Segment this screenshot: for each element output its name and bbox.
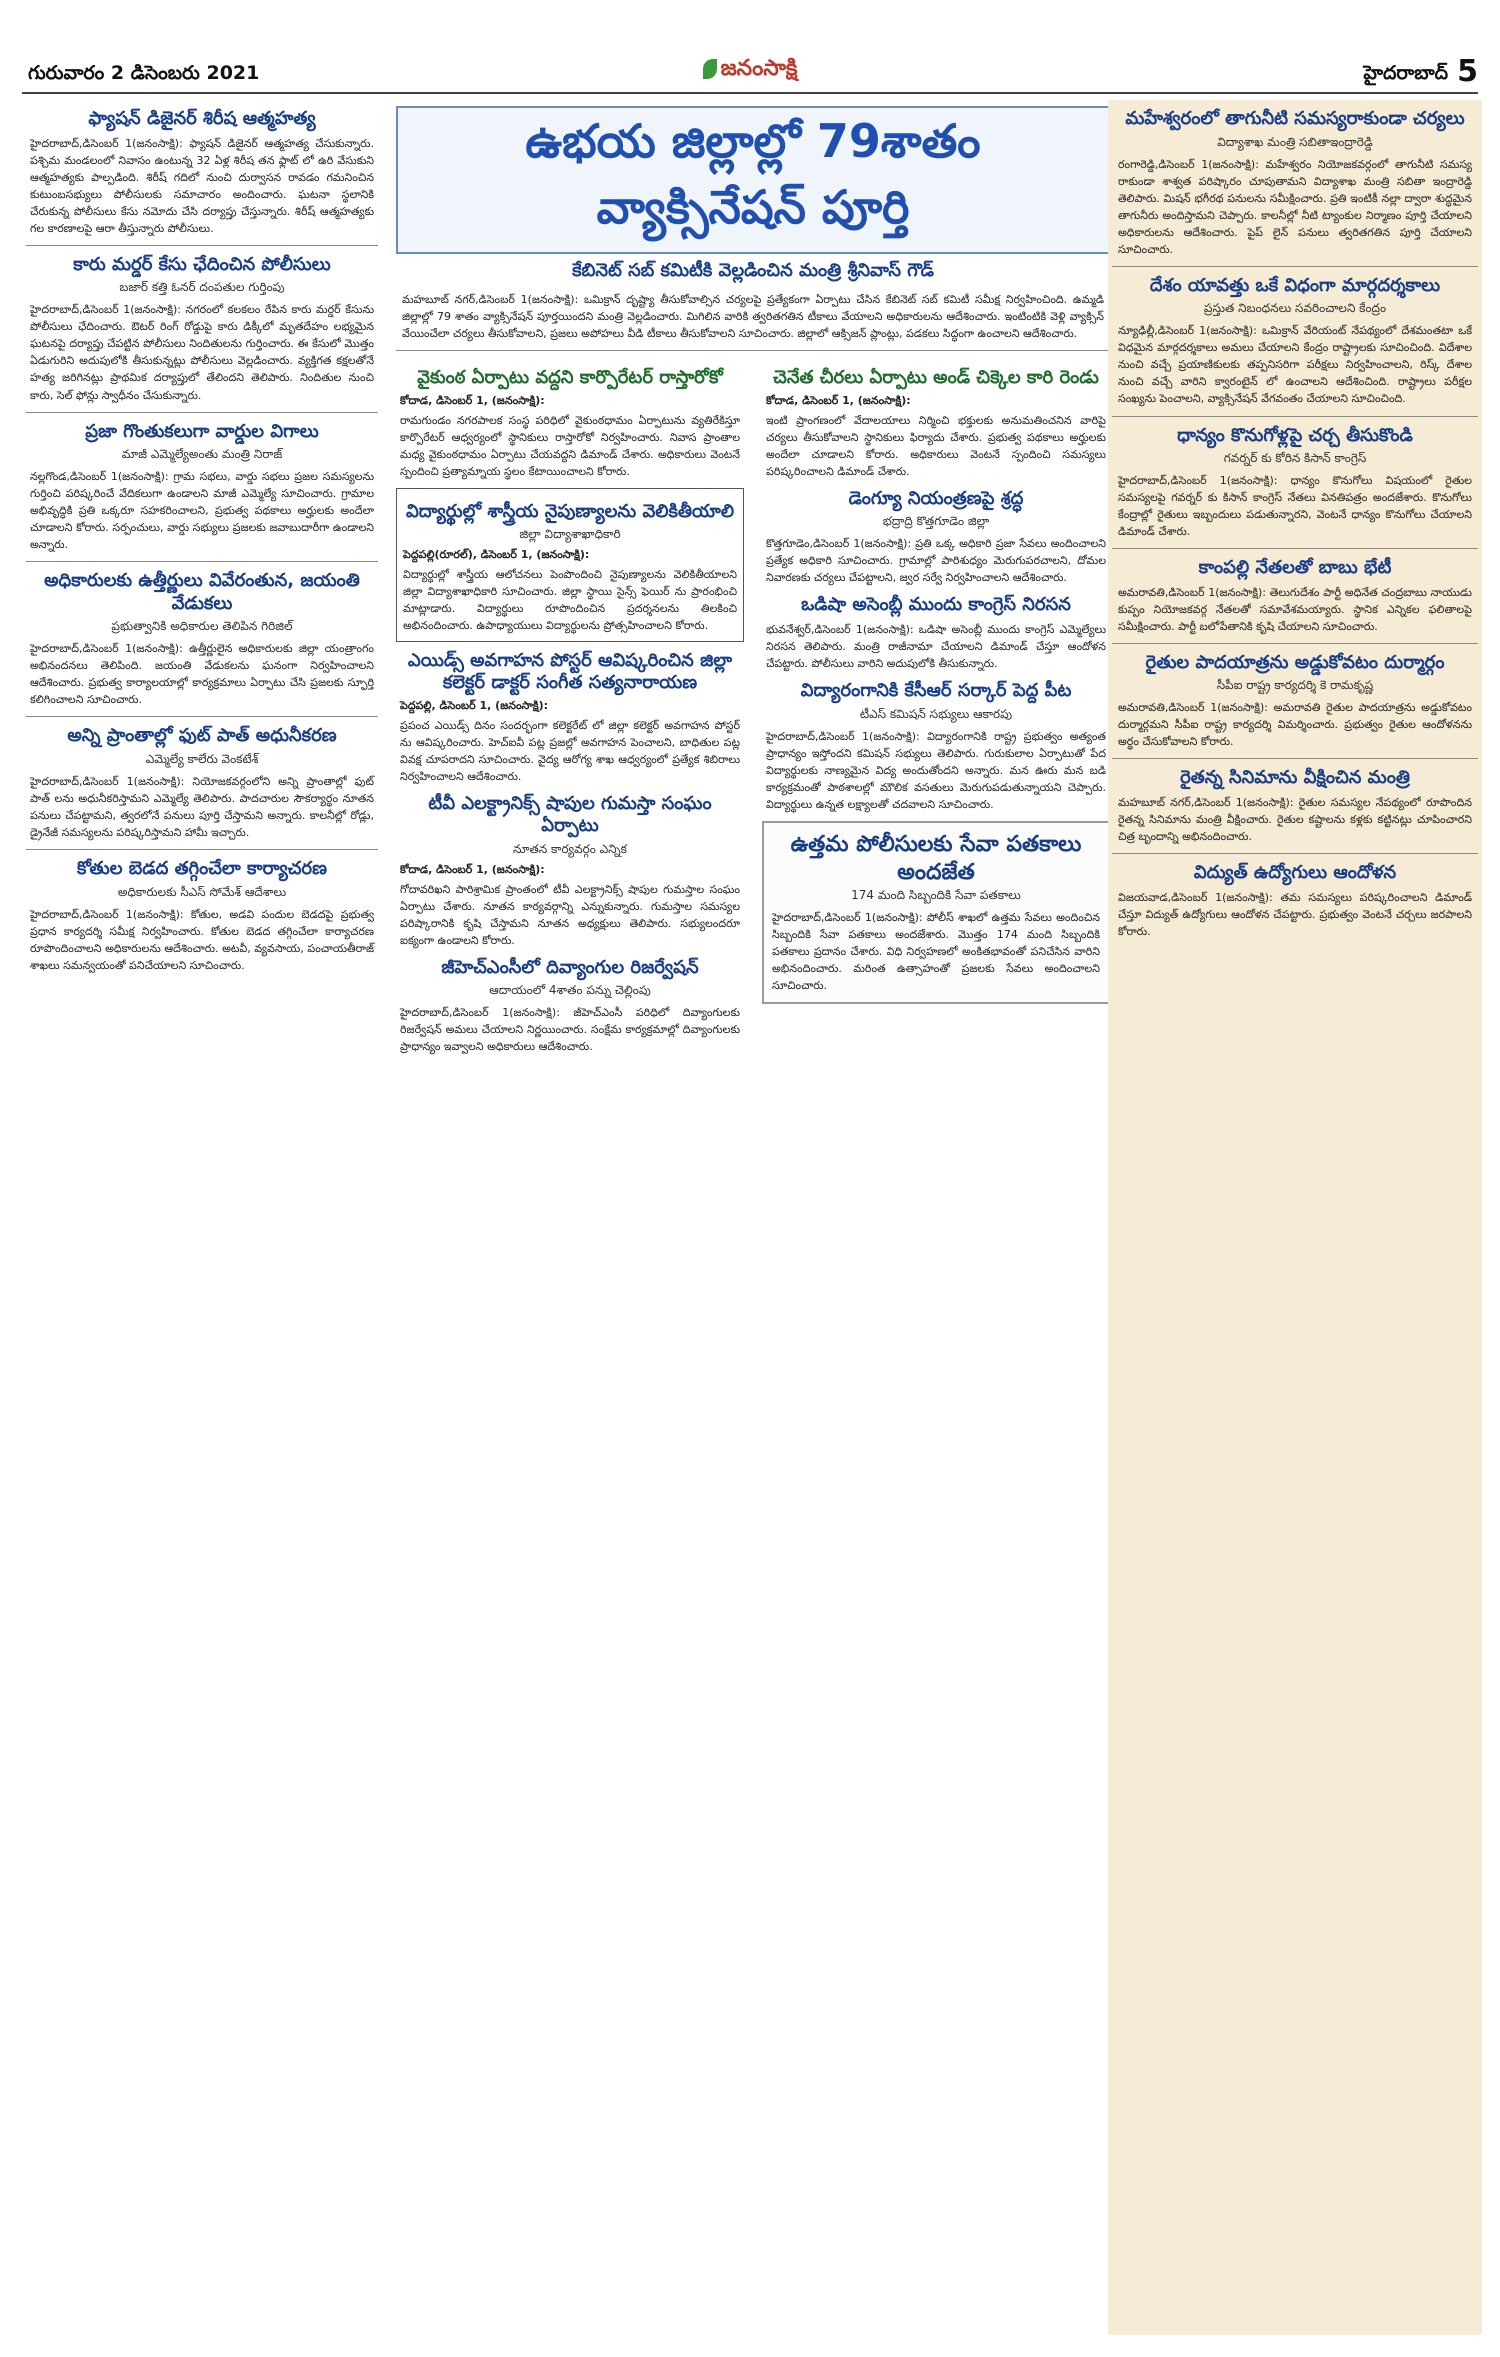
story-body: హైదరాబాద్,డిసెంబర్ 1(జనంసాక్షి): నగరంలో కలకలం రేపిన కారు మర్డర్ కేసును పోలీసులు ఛేదించారు. ఔటర్ రింగ్ రోడ్డుపై కారు డిక్కీలో మృతదేహం లభ్యమైన ఘటనపై దర్యాప్తు చేపట్టిన పోలీసులు నిందితులను గుర్తించారు. ఈ కేసులో మొత్తం ఏడుగురిని అదుపులోకి తీసుకున్నట్లు పోలీసులు వెల్లడించారు. వ్యక్తిగత కక్షలతోనే హత్య జరిగినట్లు ప్రాథమిక దర్యాప్తులో తేలిందని తెలిపారు. నిందితుల నుంచి కారు, సెల్ ఫోన్లు స్వాధీనం చేసుకున్నారు. <box>30 303 374 402</box>
story-ghmc-reservation <box>400 957 740 1056</box>
headline: టీవీ ఎలక్ట్రానిక్స్ షాపుల గుమస్తా సంఘం ఏర్పాటు <box>428 792 712 837</box>
page-number: 5 <box>1457 54 1478 89</box>
story-police-medals <box>762 821 1110 1004</box>
story-ward-meetings <box>30 421 374 554</box>
headline: అన్ని ప్రాంతాల్లో ఫుట్ పాత్ అధునీకరణ <box>67 725 337 747</box>
subheadline: బజార్ కత్తి ఓనర్ దంపతుల గుర్తింపు <box>119 280 285 295</box>
headline: కోతుల బెడద తగ్గించేలా కార్యాచరణ <box>77 858 327 880</box>
story-raithanna-movie <box>1118 767 1472 845</box>
divider <box>26 561 378 562</box>
headline: డెంగ్యూ నియంత్రణపై శ్రద్ధ <box>848 487 1024 509</box>
edition-city: హైదరాబాద్ <box>1363 62 1448 84</box>
story-body: ఇంటి ప్రాంగణంలో వేదాలయాలు నిర్మించి భక్తులకు అనుమతించనిన వారిపై చర్యలు తీసుకోవాలని స్థానికులు ఫిర్యాదు చేశారు. ప్రభుత్వ పథకాలు అర్హులకు అందేలా చూడాలని కోరారు. అధికారులు వెంటనే స్పందించి సమస్యలు పరిష్కరించాలని డిమాండ్ చేశారు. <box>766 413 1106 478</box>
story-aids-poster <box>400 650 740 785</box>
headline: రైతుల పాదయాత్రను అడ్డుకోవటం దుర్మార్గం <box>1145 651 1445 673</box>
lead-subheadline: కేబినెట్ సబ్ కమిటీకి వెల్లడించిన మంత్రి శ్రీనివాస్ గౌడ్ <box>572 260 934 281</box>
subheadline: సీపీఐ రాష్ట్ర కార్యదర్శి కె రామకృష్ణ <box>1216 678 1374 693</box>
headline: ఎయిడ్స్ అవగాహన పోస్టర్ ఆవిష్కరించిన జిల్లా కలెక్టర్ డాక్టర్ సంగీత సత్యనారాయణ <box>407 649 733 694</box>
subheadline: టీఎస్ కమిషన్ సభ్యులు ఆకారపు <box>859 706 1013 721</box>
headline: వైకుంఠ ఏర్పాటు వద్దని కార్పొరేటర్ రాస్తారోకో <box>417 367 723 389</box>
story-tv-shop-union <box>400 793 740 949</box>
story-body: అమరావతి,డిసెంబర్ 1(జనంసాక్షి): అమరావతి రైతుల పాదయాత్రను అడ్డుకోవటం దుర్మార్గమని సీపీఐ రాష్ట్ర కార్యదర్శి విమర్శించారు. ప్రభుత్వం రైతుల ఆందోళనను అర్థం చేసుకోవాలని కోరారు. <box>1118 701 1472 749</box>
divider <box>1112 853 1478 854</box>
headline: రైతన్న సినిమాను వీక్షించిన మంత్రి <box>1180 767 1410 789</box>
story-footpath <box>30 725 374 841</box>
masthead <box>0 0 1500 100</box>
subheadline: మాజీ ఎమ్మెల్యేఅంతు మంత్రి నిరాజ్ <box>121 447 283 462</box>
story-body: రంగారెడ్డి,డిసెంబర్ 1(జనంసాక్షి): మహేశ్వరం నియోజకవర్గంలో తాగునీటి సమస్య రాకుండా శాశ్వత పరిష్కారం చూపుతామని విద్యాశాఖ మంత్రి సబితా ఇంద్రారెడ్డి తెలిపారు. మిషన్ భగీరథ పనులను సమీక్షించారు. ప్రతి ఇంటికీ నల్లా ద్వారా శుద్ధమైన తాగునీరు అందిస్తామని చెప్పారు. కాలనీల్లో నీటి ట్యాంకుల నిర్మాణం పూర్తి చేయాలని అధికారులను ఆదేశించారు. పైప్ లైన్ పనులు త్వరితగతిన పూర్తి చేయాలని సూచించారు. <box>1118 157 1472 256</box>
subheadline: ఆదాయంలో 4శాతం పన్ను చెల్లింపు <box>489 983 651 998</box>
lead-body: మహబూబ్ నగర్,డిసెంబర్ 1(జనంసాక్షి): ఒమిక్రాన్ దృష్ట్యా తీసుకోవాల్సిన చర్యలపై ప్రత్యేకంగా ఏర్పాటు చేసిన కేబినెట్ సబ్ కమిటీ సమీక్ష నిర్వహించింది. ఉమ్మడి జిల్లాల్లో 79 శాతం వ్యాక్సినేషన్ పూర్తయిందని మంత్రి వెల్లడించారు. మిగిలిన వారికి త్వరితగతిన టీకాలు వేయాలని అధికారులను ఆదేశించారు. ఇంటింటికి వెళ్లి వ్యాక్సిన్ వేయించేలా చర్యలు తీసుకోవాలని, ప్రజలు అపోహలు వీడి టీకాలు తీసుకోవాలని సూచించారు. జిల్లాలో ఆక్సిజన్ ప్లాంట్లు, పడకలు సిద్ధంగా ఉంచాలని ఆదేశించారు. <box>402 293 1104 341</box>
story-body: న్యూఢిల్లీ,డిసెంబర్ 1(జనంసాక్షి): ఒమిక్రాన్ వేరియంట్ నేపథ్యంలో దేశమంతటా ఒకే విధమైన మార్గదర్శకాలు అమలు చేయాలని కేంద్రం రాష్ట్రాలకు సూచించింది. విదేశాల నుంచి వచ్చే ప్రయాణికులకు తప్పనిసరిగా పరీక్షలు నిర్వహించాలని, రిస్క్ దేశాల నుంచి వచ్చే వారిని క్వారంటైన్ లో ఉంచాలని ఆదేశించింది. రాష్ట్రాలు పరీక్షల సంఖ్యను పెంచాలని, వ్యాక్సినేషన్ వేగవంతం చేయాలని సూచించింది. <box>1118 324 1472 406</box>
leaf-icon <box>703 59 717 79</box>
story-body: హైదరాబాద్,డిసెంబర్ 1(జనంసాక్షి): ఫ్యాషన్ డిజైనర్ ఆత్మహత్య చేసుకున్నారు. పశ్చిమ మండలంలో నివాసం ఉంటున్న 32 ఏళ్ల శిరీష తన ఫ్లాట్ లో ఉరి వేసుకుని ఆత్మహత్యకు పాల్పడింది. శిరీష్ గదిలో నుంచి దుర్వాసన రావడం గమనించిన కుటుంబసభ్యులు పోలీసులకు సమాచారం అందించారు. ఘటనా స్థలానికి చేరుకున్న పోలీసులు కేసు నమోదు చేసి దర్యాప్తు చేస్తున్నారు. శిరీష్ ఆత్మహత్యకు గల కారణాలపై ఆరా తీస్తున్నారు పోలీసులు. <box>30 136 374 235</box>
divider <box>396 350 1110 351</box>
headline: విద్యార్థుల్లో శాస్త్రీయ నైపుణ్యాలను వెలికితీయాలి <box>405 500 735 522</box>
dateline: కోదాడ, డిసెంబర్ 1, (జనంసాక్షి): <box>400 393 545 407</box>
subheadline: ప్రస్తుత నిబంధనలు సవరించాలని కేంద్రం <box>1203 301 1387 316</box>
headline: అధికారులకు ఉత్తీర్ణులు వివేరంతున, జయంతి వేడుకలు <box>44 570 360 614</box>
right-column <box>1108 100 1482 2335</box>
story-body: హైదరాబాద్,డిసెంబర్ 1(జనంసాక్షి): జీహెచ్ఎంసీ పరిధిలో దివ్యాంగులకు రిజర్వేషన్ అమలు చేయాలని నిర్ణయించారు. సంక్షేమ కార్యక్రమాల్లో దివ్యాంగులకు ప్రాధాన్యం ఇవ్వాలని అధికారులు ఆదేశించారు. <box>400 1006 740 1054</box>
story-body: విజయవాడ,డిసెంబర్ 1(జనంసాక్షి): తమ సమస్యలు పరిష్కరించాలని డిమాండ్ చేస్తూ విద్యుత్ ఉద్యోగులు ఆందోళన చేపట్టారు. ప్రభుత్వం వెంటనే చర్చలు జరపాలని కోరారు. <box>1118 890 1472 938</box>
headline: జీహెచ్ఎంసీలో దివ్యాంగుల రిజర్వేషన్ <box>441 956 699 978</box>
story-body: అమరావతి,డిసెంబర్ 1(జనంసాక్షి): తెలుగుదేశం పార్టీ అధినేత చంద్రబాబు నాయుడు కుప్పం నియోజకవర్గ నేతలతో సమావేశమయ్యారు. స్థానిక ఎన్నికల ఫలితాలపై సమీక్షించారు. పార్టీ బలోపేతానికి కృషి చేయాలని సూచించారు. <box>1118 585 1472 633</box>
story-drinking-water <box>1118 108 1472 258</box>
story-paddy-procurement <box>1118 425 1472 541</box>
story-body: రామగుండం నగరపాలక సంస్థ పరిధిలో వైకుంఠధామం ఏర్పాటును వ్యతిరేకిస్తూ కార్పొరేటర్ ఆధ్వర్యంలో స్థానికులు రాస్తారోకో నిర్వహించారు. నివాస ప్రాంతాల మధ్య వైకుంఠధామం ఏర్పాటు చేయవద్దని డిమాండ్ చేశారు. అధికారులు వెంటనే స్పందించి ప్రత్యామ్నాయ స్థలం కేటాయించాలని కోరారు. <box>400 413 740 478</box>
story-body: కొత్తగూడెం,డిసెంబర్ 1(జనంసాక్షి): ప్రతి ఒక్క అధికారి ప్రజా సేవలు అందించాలని ప్రత్యేక అధికారి సూచించారు. గ్రామాల్లో పారిశుధ్యం మెరుగుపరచాలని, దోమల నివారణకు చర్యలు చేపట్టాలని, జ్వర సర్వే నిర్వహించాలని ఆదేశించారు. <box>766 537 1106 585</box>
headline: విద్యారంగానికి కేసీఆర్ సర్కార్ పెద్ద పీట <box>800 680 1072 702</box>
divider <box>1112 416 1478 417</box>
headline: ఒడిషా అసెంబ్లీ ముందు కాంగ్రెస్ నిరసన <box>801 594 1071 616</box>
subheadline: భద్రాద్రి కొత్తగూడెం జిల్లా <box>882 514 990 529</box>
story-officers-celebration <box>30 570 374 708</box>
story-body: హైదరాబాద్,డిసెంబర్ 1(జనంసాక్షి): పోలీస్ శాఖలో ఉత్తమ సేవలు అందించిన సిబ్బందికి సేవా పతకాలు అందజేశారు. మొత్తం 174 మంది సిబ్బందికి పతకాలు ప్రదానం చేశారు. విధి నిర్వహణలో అంకితభావంతో పనిచేసిన వారిని అభినందించారు. మరింత ఉత్సాహంతో ప్రజలకు సేవలు అందించాలని సూచించారు. <box>772 911 1100 993</box>
middle-right-subcolumn <box>758 359 1114 1063</box>
story-body: హైదరాబాద్,డిసెంబర్ 1(జనంసాక్షి): నియోజకవర్గంలోని అన్ని ప్రాంతాల్లో ఫుట్ పాత్ లను అధునీకరిస్తామని ఎమ్మెల్యే తెలిపారు. పాదచారుల సౌకర్యార్థం నూతన పనులు చేపట్టామని, త్వరలోనే పనులు పూర్తి చేస్తామని అన్నారు. కాలనీల్లో రోడ్లు, డ్రైనేజీ సమస్యలను పరిష్కరిస్తామని హామీ ఇచ్చారు. <box>30 774 374 840</box>
dateline: పెద్దపల్లి(రూరల్), డిసెంబర్ 1, (జనంసాక్షి): <box>403 548 590 562</box>
story-body: హైదరాబాద్,డిసెంబర్ 1(జనంసాక్షి): ధాన్యం కొనుగోలు విషయంలో రైతుల సమస్యలపై గవర్నర్ కు కిసాన్ కాంగ్రెస్ నేతలు వినతిపత్రం అందజేశారు. కొనుగోలు కేంద్రాల్లో రైతులు ఇబ్బందులు పడుతున్నారని, వెంటనే ధాన్యం కొనుగోలు చేయాలని డిమాండ్ చేశారు. <box>1118 474 1472 539</box>
story-body: నల్లగొండ,డిసెంబర్ 1(జనంసాక్షి): గ్రామ సభలు, వార్డు సభలు ప్రజల సమస్యలను గుర్తించి పరిష్కరించే వేదికలుగా ఉండాలని మాజీ ఎమ్మెల్యే సూచించారు. గ్రామాల అభివృద్ధికి ప్రతి ఒక్కరూ సహకరించాలని, ప్రభుత్వ పథకాలు అర్హులకు అందేలా చూడాలని కోరారు. సర్పంచులు, వార్డు సభ్యులు ప్రజలకు జవాబుదారీగా ఉండాలని అన్నారు. <box>30 470 374 552</box>
headline: మహేశ్వరంలో తాగునీటి సమస్యరాకుండా చర్యలు <box>1125 108 1465 129</box>
story-education-priority <box>766 680 1106 813</box>
subheadline: ప్రభుత్వానికి అధికారుల తెలిపిన గిరిజిల్ <box>111 619 293 634</box>
divider <box>26 716 378 717</box>
headline: ఫ్యాషన్ డిజైనర్ శిరీష ఆత్మహత్య <box>88 108 316 129</box>
story-body: గోదావరిఖని పారిశ్రామిక ప్రాంతంలో టీవీ ఎలక్ట్రానిక్స్ షాపుల గుమస్తాల సంఘం ఏర్పాటు చేశారు. నూతన కార్యవర్గాన్ని ఎన్నుకున్నారు. గుమస్తాల సమస్యల పరిష్కారానికి కృషి చేస్తామని నూతన అధ్యక్షులు తెలిపారు. సభ్యులందరూ ఐక్యంగా ఉండాలని కోరారు. <box>400 882 740 947</box>
headline: ధాన్యం కొనుగోళ్లపై చర్చ తీసుకొండి <box>1177 424 1413 446</box>
story-odisha-protest <box>766 594 1106 672</box>
dateline: పెద్దపల్లి, డిసెంబర్ 1, (జనంసాక్షి): <box>400 698 549 712</box>
story-babu-meeting <box>1118 557 1472 635</box>
story-body: హైదరాబాద్,డిసెంబర్ 1(జనంసాక్షి): విద్యారంగానికి రాష్ట్ర ప్రభుత్వం అత్యంత ప్రాధాన్యం ఇస్తోందని కమిషన్ సభ్యులు తెలిపారు. గురుకులాల ఏర్పాటుతో పేద విద్యార్థులకు నాణ్యమైన విద్య అందుతోందని అన్నారు. మన ఊరు మన బడి కార్యక్రమంతో పాఠశాలల్లో మౌలిక వసతులు మెరుగుపడుతున్నాయని చెప్పారు. విద్యార్థులు ఉన్నత లక్ష్యాలతో చదవాలని సూచించారు. <box>766 729 1106 811</box>
masthead-rule <box>22 92 1478 94</box>
story-body: హైదరాబాద్,డిసెంబర్ 1(జనంసాక్షి): కోతుల, అడవి పందుల బెడదపై ప్రభుత్వ ప్రధాన కార్యదర్శి సమీక్ష నిర్వహించారు. కోతుల బెడద తగ్గించేలా కార్యాచరణ రూపొందించాలని అధికారులను ఆదేశించారు. అటవీ, వ్యవసాయ, పంచాయతీరాజ్ శాఖలు సమన్వయంతో పనిచేయాలని సూచించారు. <box>30 907 374 972</box>
divider <box>1112 266 1478 267</box>
story-national-guidelines <box>1118 275 1472 408</box>
middle-left-subcolumn <box>392 359 748 1063</box>
headline: కారు మర్డర్ కేసు ఛేదించిన పోలీసులు <box>73 253 331 275</box>
headline: కాంపల్లి నేతలతో బాబు భేటీ <box>1198 557 1392 579</box>
subheadline: ఎమ్మెల్యే కాలేరు వెంకటేశ్ <box>145 751 259 766</box>
story-body: హైదరాబాద్,డిసెంబర్ 1(జనంసాక్షి): ఉత్తీర్ణులైన అధికారులకు జిల్లా యంత్రాంగం అభినందనలు తెలిపింది. జయంతి వేడుకలను ఘనంగా నిర్వహించాలని ఆదేశించారు. ప్రభుత్వ కార్యాలయాల్లో కార్యక్రమాలు ఏర్పాటు చేసి ప్రజలకు స్ఫూర్తి కలిగించాలని సూచించారు. <box>30 642 374 707</box>
divider <box>1112 548 1478 549</box>
logo-text: జనంసాక్షి <box>720 56 798 81</box>
story-corporator-protest <box>400 367 740 480</box>
headline: ఉత్తమ పోలీసులకు సేవా పతకాలు అందజేత <box>790 831 1082 886</box>
story-handloom <box>766 367 1106 480</box>
story-monkey-menace <box>30 858 374 974</box>
headline: చెనేత చీరలు ఏర్పాటు అండ్ చిక్కెల కారి రెండు <box>773 367 1099 389</box>
divider <box>26 245 378 246</box>
story-farmers-padayatra <box>1118 652 1472 751</box>
lead-story <box>396 106 1110 342</box>
story-body: భువనేశ్వర్,డిసెంబర్ 1(జనంసాక్షి): ఒడిషా అసెంబ్లీ ముందు కాంగ్రెస్ ఎమ్మెల్యేలు నిరసన తెలిపారు. మంత్రి రాజీనామా చేయాలని డిమాండ్ చేస్తూ ఆందోళన చేపట్టారు. పోలీసులు వారిని అదుపులోకి తీసుకున్నారు. <box>766 622 1106 671</box>
dateline: కోదాడ, డిసెంబర్ 1, (జనంసాక్షి): <box>766 393 911 407</box>
newspaper-logo <box>0 56 1500 86</box>
headline: ప్రజా గొంతుకలుగా వార్డుల విగాలు <box>85 420 319 442</box>
divider <box>26 412 378 413</box>
subheadline: అధికారులకు సీఎస్ సోమేశ్ ఆదేశాలు <box>117 884 287 899</box>
left-column <box>22 100 382 2335</box>
middle-row-1 <box>392 359 1114 1063</box>
story-car-murder <box>30 254 374 404</box>
issue-date: గురువారం 2 డిసెంబరు 2021 <box>28 62 260 84</box>
story-body: మహబూబ్ నగర్,డిసెంబర్ 1(జనంసాక్షి): రైతుల సమస్యల నేపథ్యంలో రూపొందిన రైతన్న సినిమాను మంత్రి వీక్షించారు. రైతుల కష్టాలను కళ్లకు కట్టినట్లు చూపించారని చిత్ర బృందాన్ని అభినందించారు. <box>1118 795 1472 844</box>
headline: విద్యుత్ ఉద్యోగులు ఆందోళన <box>1193 862 1397 884</box>
headline: దేశం యావత్తు ఒకే విధంగా మార్గదర్శకాలు <box>1149 274 1441 296</box>
story-designer-suicide <box>30 108 374 237</box>
divider <box>26 849 378 850</box>
subheadline: జిల్లా విద్యాశాఖాధికారి <box>519 527 621 542</box>
subheadline: నూతన కార్యవర్గం ఎన్నిక <box>513 841 627 856</box>
subheadline: గవర్నర్ కు కోరిన కిసాన్ కాంగ్రెస్ <box>1223 451 1367 466</box>
lead-headline: ఉభయ జిల్లాల్లో 79శాతం వ్యాక్సినేషన్ పూర్తి <box>396 106 1110 254</box>
subheadline: విద్యాశాఖ మంత్రి సబితాఇంద్రారెడ్డి <box>1217 134 1373 149</box>
dateline: కోదాడ, డిసెంబర్ 1, (జనంసాక్షి): <box>400 862 545 876</box>
divider <box>1112 758 1478 759</box>
story-body: ప్రపంచ ఎయిడ్స్ దినం సందర్భంగా కలెక్టరేట్ లో జిల్లా కలెక్టర్ అవగాహన పోస్టర్ ను ఆవిష్కరించారు. హెచ్ఐవీ పట్ల ప్రజల్లో అవగాహన పెంచాలని, బాధితుల పట్ల వివక్ష చూపరాదని సూచించారు. వైద్య ఆరోగ్య శాఖ ఆధ్వర్యంలో ప్రత్యేక శిబిరాలు నిర్వహించాలని ఆదేశించారు. <box>400 718 740 783</box>
divider <box>1112 643 1478 644</box>
story-dengue-control <box>766 488 1106 587</box>
middle-column <box>392 100 1114 2335</box>
story-science-skills <box>396 488 744 642</box>
story-body: విద్యార్థుల్లో శాస్త్రీయ ఆలోచనలు పెంపొందించి నైపుణ్యాలను వెలికితీయాలని జిల్లా విద్యాశాఖాధికారి సూచించారు. జిల్లా స్థాయి సైన్స్ ఫెయిర్ ను ప్రారంభించి మాట్లాడారు. విద్యార్థులు రూపొందించిన ప్రదర్శనలను తిలకించి అభినందించారు. ఉపాధ్యాయులు విద్యార్థులను ప్రోత్సహించాలని కోరారు. <box>403 568 737 633</box>
story-power-employees <box>1118 862 1472 940</box>
subheadline: 174 మంది సిబ్బందికి సేవా పతకాలు <box>851 888 1021 903</box>
